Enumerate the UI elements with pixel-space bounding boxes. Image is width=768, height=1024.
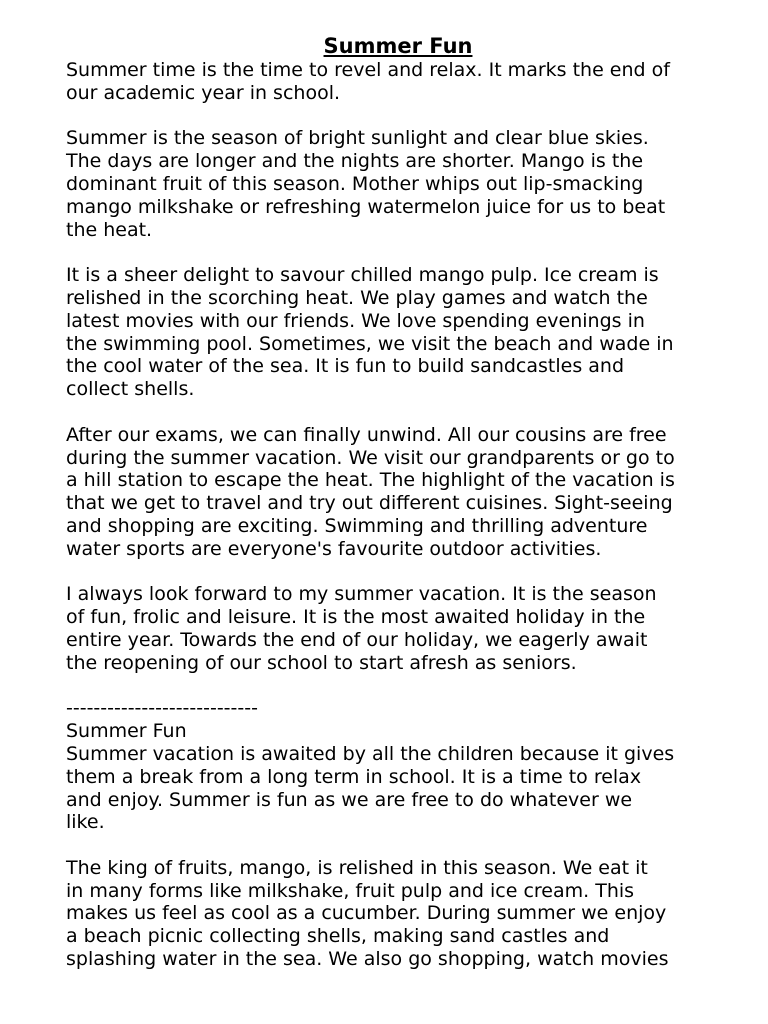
paragraph-2: Summer is the season of bright sunlight and clear blue skies. The days are longer and the nights are shorter. Mango is the dominant fruit of this season. Mother whips out lip-smacking mango milkshake or refreshing watermelon juice for us to beat the heat. bbox=[66, 127, 666, 241]
second-paragraph-1: Summer vacation is awaited by all the children because it gives them a break from a long term in school. It is a time to relax and enjoy. Summer is fun as we are free to do whatever we like. bbox=[66, 742, 675, 834]
separator-line: ---------------------------- bbox=[66, 697, 258, 720]
second-title: Summer Fun bbox=[66, 720, 187, 743]
paragraph-5: I always look forward to my summer vacation. It is the season of fun, frolic and leisure. It is the most awaited holiday in the entire year. Towards the end of our holiday, we eagerly await the reopening of our school to start afresh as seniors. bbox=[66, 583, 657, 674]
second-paragraph-2: The king of fruits, mango, is relished in this season. We eat it in many forms like milkshake, fruit pulp and ice cream. This makes us feel as cool as a cucumber. During summer we enjoy a beach picnic collecting shells, making sand castles and splashing water in the sea. We also go shopping, watch movies bbox=[66, 856, 669, 971]
paragraph-3: It is a sheer delight to savour chilled mango pulp. Ice cream is relished in the scorching heat. We play games and watch the latest movies with our friends. We love spending evenings in the swimming pool. Sometimes, we visit the beach and wade in the cool water of the sea. It is fun to build sandcastles and collect shells. bbox=[66, 264, 674, 401]
paragraph-4: After our exams, we can finally unwind. All our cousins are free during the summer vacation. We visit our grandparents or go to a hill station to escape the heat. The highlight of the vacation is that we get to travel and try out different cuisines. Sight-seeing and shopping are exciting. Swimming and thrilling adventure water sports are everyone's favourite outdoor activities. bbox=[66, 423, 675, 560]
paragraph-1: Summer time is the time to revel and relax. It marks the end of our academic year in school. bbox=[66, 59, 670, 104]
document-body bbox=[66, 59, 746, 994]
document-title: Summer Fun bbox=[323, 34, 473, 58]
